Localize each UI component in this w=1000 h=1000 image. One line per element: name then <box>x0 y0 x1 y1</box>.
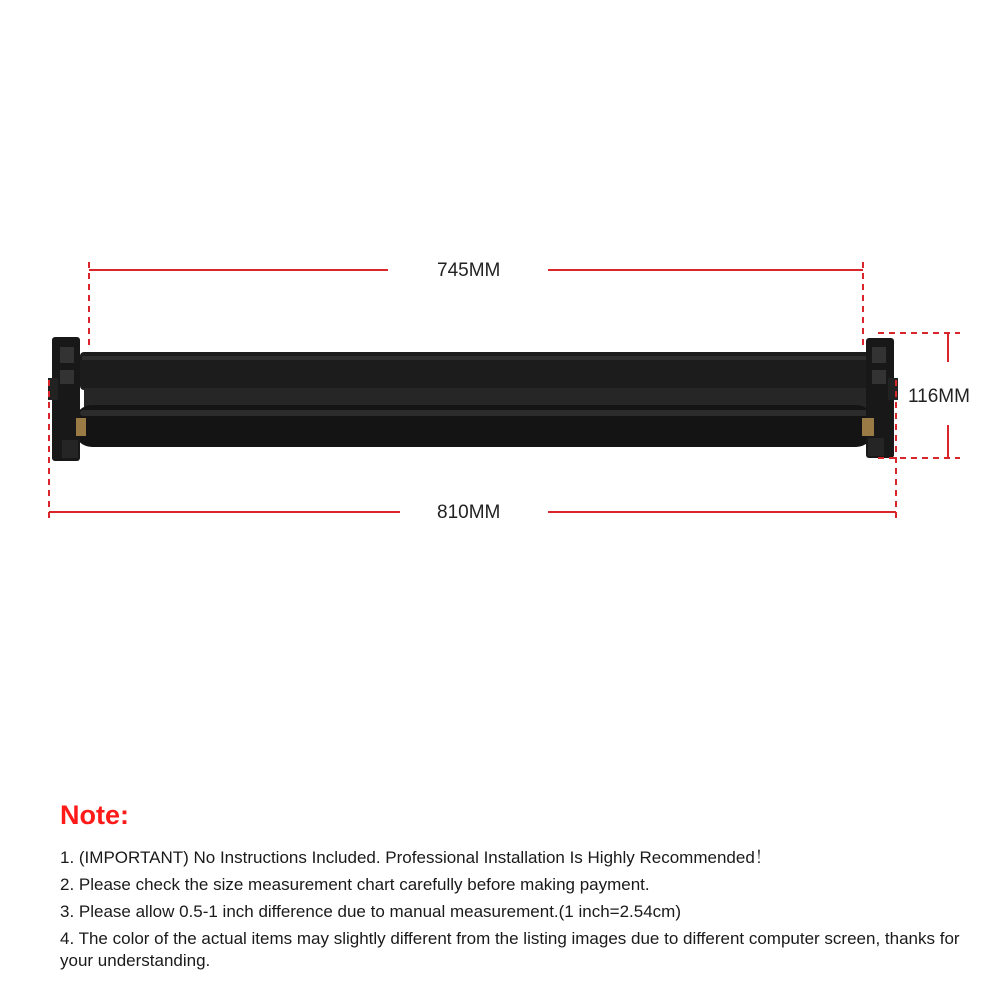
note-title: Note: <box>60 800 129 830</box>
sunshade-roller <box>48 337 898 461</box>
label-bottom-width: 810MM <box>437 502 501 523</box>
label-height: 116MM <box>908 386 970 407</box>
note-item: 4. The color of the actual items may slightly different from the listing images due to different computer screen, thanks for your understanding. <box>60 929 960 970</box>
note-item: 2. Please check the size measurement chart carefully before making payment. <box>60 875 650 894</box>
note-list <box>60 847 980 977</box>
label-top-width: 745MM <box>437 260 501 281</box>
right-bracket <box>862 338 898 458</box>
note-item: 3. Please allow 0.5-1 inch difference due to manual measurement.(1 inch=2.54cm) <box>60 902 682 921</box>
note-item: 1. (IMPORTANT) No Instructions Included. Professional Installation Is Highly Recommended！ <box>60 848 772 867</box>
